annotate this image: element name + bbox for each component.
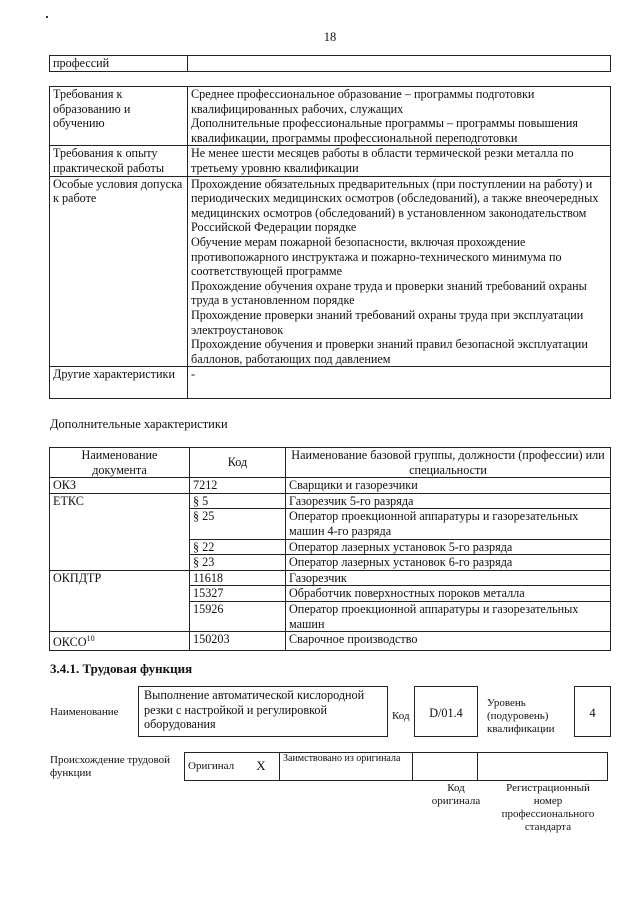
- scan-speck: [46, 16, 48, 18]
- function-name-box: [138, 686, 388, 737]
- table-row: [50, 601, 611, 631]
- row-name: Сварочное производство: [286, 632, 611, 651]
- original-mark: X: [243, 753, 280, 781]
- row-name: Обработчик поверхностных пороков металла: [286, 586, 611, 602]
- table-row: [50, 539, 611, 555]
- req-conditions-line-4: Прохождение проверки знаний требований охраны труда при эксплуатации электроустановок: [191, 307, 584, 337]
- req-value-education: [188, 87, 611, 146]
- col-header-code: Код: [190, 448, 286, 478]
- row-name: Сварщики и газорезчики: [286, 478, 611, 494]
- req-value-experience: Не менее шести месяцев работы в области термической резки металла по третьему уровню квалификации: [188, 146, 611, 176]
- qualification-level-box: [574, 686, 611, 737]
- function-name-value: Выполнение автоматической кислородной резки с настройкой и регулировкой оборудования: [144, 688, 365, 732]
- prev-row-label: профессий: [50, 56, 188, 72]
- req-conditions-line-5: Прохождение обучения и проверки знаний правил безопасной эксплуатации баллонов, работающих под давлением: [191, 337, 588, 366]
- row-name: Оператор проекционной аппаратуры и газорезательных машин: [286, 601, 611, 631]
- row-doc: [50, 555, 190, 571]
- okso-label: ОКСО: [53, 635, 87, 650]
- req-value-conditions: [188, 176, 611, 367]
- row-name: Оператор лазерных установок 5-го разряда: [286, 539, 611, 555]
- row-doc: ОКЗ: [50, 478, 190, 494]
- page-number: 18: [323, 30, 337, 44]
- prev-row-value: [188, 56, 611, 72]
- row-code: 15327: [190, 586, 286, 602]
- original-label: [185, 753, 244, 781]
- table-row: [50, 570, 611, 586]
- code-original-label: Код оригинала: [431, 782, 481, 807]
- reg-number-label: Регистрационный номер профессионального стандарта: [501, 782, 595, 833]
- table-row: [50, 478, 611, 494]
- req-label-experience: Требования к опыту практической работы: [50, 146, 188, 176]
- req-conditions-line-3: Прохождение обучения охране труда и проверки знаний требований охраны труда в установленном порядке: [191, 278, 587, 308]
- req-conditions-line-2: Обучение мерам пожарной безопасности, включая прохождение противопожарного инструктажа и пожарно-технического минимума по соответствующей программе: [191, 234, 562, 279]
- row-code: 11618: [190, 570, 286, 586]
- table-row: [50, 555, 611, 571]
- row-name: Оператор лазерных установок 6-го разряда: [286, 555, 611, 571]
- req-value-other: -: [188, 367, 611, 399]
- qualification-level-label: Уровень (подуровень) квалификации: [487, 697, 555, 735]
- code-original-cell: [413, 753, 478, 781]
- row-code: 7212: [190, 478, 286, 494]
- row-doc: [50, 539, 190, 555]
- row-name: Газорезчик 5-го разряда: [286, 493, 611, 509]
- reg-number-cell: [478, 753, 608, 781]
- characteristics-table: [49, 447, 611, 651]
- req-conditions-line-1: Прохождение обязательных предварительных (при поступлении на работу) и периодических медицинских осмотров (обследований), а также внеочередных медицинских осмотров (обследований) в установленном законодательством Российской Федерации порядке: [191, 176, 599, 235]
- row-code: § 25: [190, 509, 286, 539]
- req-education-line-2: Дополнительные профессиональные программы – программы повышения квалификации, программы профессиональной переподготовки: [191, 116, 579, 145]
- row-doc: ОКПДТР: [50, 570, 190, 586]
- req-label-conditions: Особые условия допуска к работе: [50, 176, 188, 367]
- original-label-text: Оригинал: [188, 760, 235, 772]
- row-code: § 5: [190, 493, 286, 509]
- prev-table: [49, 55, 611, 72]
- req-education-line-1: Среднее профессиональное образование – программы подготовки квалифицированных рабочих, служащих: [191, 87, 535, 116]
- table-row: [50, 493, 611, 509]
- col-header-document: Наименование документа: [50, 448, 190, 478]
- additional-heading: Дополнительные характеристики: [50, 417, 228, 431]
- row-doc: [50, 601, 190, 631]
- row-code: § 22: [190, 539, 286, 555]
- origin-table: [184, 752, 608, 781]
- row-name: Оператор проекционной аппаратуры и газорезательных машин 4-го разряда: [286, 509, 611, 539]
- row-doc: [50, 586, 190, 602]
- function-heading: 3.4.1. Трудовая функция: [50, 661, 193, 676]
- origin-label: Происхождение трудовой функции: [50, 754, 171, 779]
- req-label-other: Другие характеристики: [50, 367, 188, 399]
- borrowed-label: Заимствовано из оригинала: [280, 753, 413, 781]
- row-doc: ЕТКС: [50, 493, 190, 509]
- row-doc: [50, 632, 190, 651]
- function-code-box: [414, 686, 478, 737]
- function-name-label: Наименование: [50, 706, 119, 718]
- table-row: [50, 632, 611, 651]
- function-code-value: D/01.4: [429, 706, 463, 720]
- qualification-level-value: 4: [589, 706, 596, 720]
- function-code-label: Код: [392, 710, 410, 722]
- requirements-table: [49, 86, 611, 399]
- table-row: [50, 586, 611, 602]
- req-label-education: Требования к образованию и обучению: [50, 87, 188, 146]
- row-code: 150203: [190, 632, 286, 651]
- col-header-name: Наименование базовой группы, должности (профессии) или специальности: [286, 448, 611, 478]
- footnote-ref: 10: [86, 634, 95, 644]
- row-doc: [50, 509, 190, 539]
- row-code: § 23: [190, 555, 286, 571]
- row-code: 15926: [190, 601, 286, 631]
- table-row: [50, 509, 611, 539]
- row-name: Газорезчик: [286, 570, 611, 586]
